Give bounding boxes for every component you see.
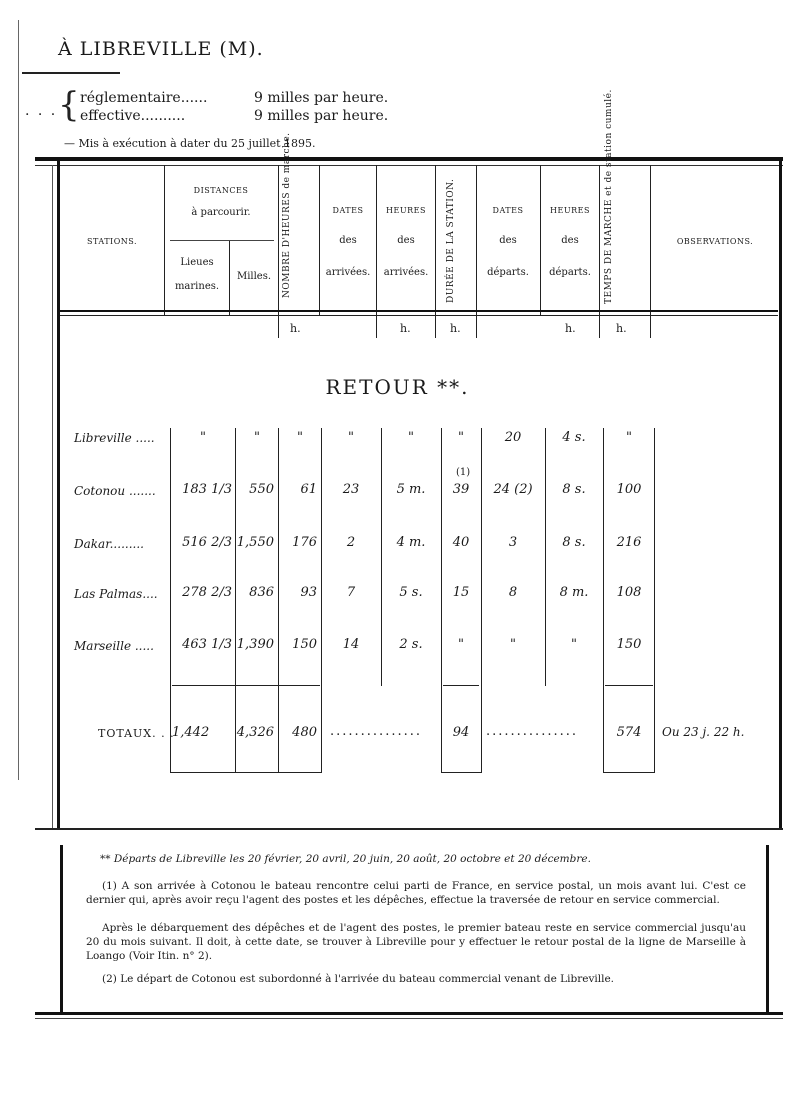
header-dates-departs-1: DATES <box>492 206 524 215</box>
unit-heures-departs: h. <box>565 322 576 335</box>
row-heure-dep: 4 s. <box>562 430 586 445</box>
row-date-dep: 20 <box>504 430 522 445</box>
table-left-border <box>57 157 60 830</box>
row-date-arr: 14 <box>342 637 360 652</box>
totals-observation: Ou 23 j. 22 h. <box>662 725 745 739</box>
totals-leader-dots: ............... <box>486 724 578 739</box>
row-duree: " <box>458 430 464 445</box>
totals-bottom-rule <box>170 772 321 773</box>
row-duree-note: (1) <box>456 467 471 478</box>
row-station: Dakar......... <box>74 537 144 551</box>
col-divider <box>278 165 279 315</box>
header-stations: STATIONS. <box>86 237 137 246</box>
header-milles: Milles. <box>236 271 272 282</box>
totals-temps: 574 <box>616 725 642 740</box>
header-dates-departs-3: départs. <box>487 267 529 278</box>
row-temps: 100 <box>616 482 642 497</box>
unit-divider <box>650 316 651 338</box>
notes-bottom-border-thin <box>35 1018 783 1019</box>
totals-heures: 480 <box>292 725 317 740</box>
row-lieues: 183 1/3 <box>182 482 232 497</box>
row-temps: 150 <box>616 637 642 652</box>
row-date-dep: " <box>510 637 516 652</box>
speed-reglementaire-value: 9 milles par heure. <box>254 90 389 106</box>
row-heures: " <box>297 430 303 445</box>
header-duree-station: DURÉE DE LA STATION. <box>446 178 456 303</box>
row-temps: 216 <box>616 535 642 550</box>
row-heures: 61 <box>300 482 317 497</box>
row-lieues: " <box>200 430 206 445</box>
footnote-1b: Après le débarquement des dépêches et de l'agent des postes, le premier bateau reste en service commercial jusqu'au 20 du mois suivant. Il doit, à cette date, se trouver à Libreville pour y effectuer le retour postal de la ligne de Marseille à Loango (Voir Itin. n° 2). <box>86 922 746 962</box>
notes-right-border <box>766 845 769 1012</box>
row-heures: 176 <box>292 535 317 550</box>
row-milles: 1,390 <box>236 637 274 652</box>
row-heure-arr: 4 m. <box>396 535 426 550</box>
notes-left-border <box>60 845 63 1012</box>
body-col-line <box>170 428 171 773</box>
section-title: RETOUR **. <box>325 375 470 399</box>
unit-nombre-heures: h. <box>290 322 301 335</box>
row-heures: 93 <box>300 585 317 600</box>
header-bottom-rule-thin <box>60 315 778 316</box>
body-col-line <box>654 428 655 773</box>
row-duree: " <box>458 637 464 652</box>
header-heures-arrivees-1: HEURES <box>386 206 426 215</box>
unit-temps: h. <box>616 322 627 335</box>
row-date-dep: 24 (2) <box>493 482 533 497</box>
speed-brace: { <box>58 85 80 125</box>
footnote-2: (2) Le départ de Cotonou est subordonné à l'arrivée du bateau commercial venant de Libreville. <box>102 973 615 985</box>
body-col-line <box>441 428 442 773</box>
header-dates-arrivees-3: arrivées. <box>325 267 371 278</box>
row-temps: 108 <box>616 585 642 600</box>
row-date-arr: 7 <box>346 585 356 600</box>
unit-heures-arrivees: h. <box>400 322 411 335</box>
unit-divider <box>435 316 436 338</box>
body-col-line <box>235 428 236 773</box>
speed-effective-value: 9 milles par heure. <box>254 108 389 124</box>
row-heure-arr: 5 m. <box>396 482 426 497</box>
header-heures-arrivees-2: des <box>397 235 415 246</box>
header-temps-marche: TEMPS DE MARCHE et de station cumulé. <box>604 89 614 304</box>
totals-duree: 94 <box>452 725 470 740</box>
totals-leader-dots: ............... <box>330 724 422 739</box>
header-marines: marines. <box>174 281 220 292</box>
row-lieues: 278 2/3 <box>182 585 232 600</box>
col-divider <box>435 165 436 315</box>
row-duree: 40 <box>452 535 470 550</box>
row-station: Libreville ..... <box>74 431 155 445</box>
unit-divider <box>476 316 477 338</box>
row-date-arr: " <box>348 430 354 445</box>
row-date-dep: 3 <box>508 535 518 550</box>
row-heure-dep: 8 s. <box>562 482 586 497</box>
row-milles: 836 <box>249 585 274 600</box>
header-a-parcourir: à parcourir. <box>191 207 251 218</box>
speed-reglementaire-label: réglementaire...... <box>80 90 208 106</box>
col-divider <box>650 165 651 315</box>
title-underline <box>22 72 120 74</box>
notes-bottom-border <box>35 1012 783 1015</box>
col-divider <box>164 165 165 315</box>
row-station: Las Palmas.... <box>74 587 158 601</box>
body-col-line <box>278 428 279 773</box>
row-lieues: 463 1/3 <box>182 637 232 652</box>
row-milles: 550 <box>249 482 274 497</box>
speed-effective <box>80 108 389 124</box>
row-date-arr: 23 <box>342 482 360 497</box>
unit-divider <box>376 316 377 338</box>
header-dates-arrivees-2: des <box>339 235 357 246</box>
leader-dots: . . . <box>25 103 58 119</box>
table-top-border <box>35 157 783 161</box>
header-bottom-rule <box>60 310 778 312</box>
row-date-arr: 2 <box>346 535 356 550</box>
totals-lieues: 1,442 <box>172 725 210 740</box>
totals-bottom-rule <box>603 772 654 773</box>
header-nombre-heures: NOMBRE D'HEURES de marche. <box>282 132 292 298</box>
row-heure-arr: 5 s. <box>399 585 423 600</box>
row-heure-dep: 8 m. <box>559 585 589 600</box>
header-observations: OBSERVATIONS. <box>676 237 754 246</box>
col-divider <box>599 165 600 315</box>
header-distances: DISTANCES <box>193 186 249 195</box>
unit-divider <box>278 316 279 338</box>
header-lieues: Lieues <box>180 257 214 268</box>
header-heures-departs-3: départs. <box>549 267 591 278</box>
sum-rule <box>172 685 320 686</box>
distances-brace-rule <box>170 240 274 241</box>
row-station: Marseille ..... <box>74 639 154 653</box>
body-col-line <box>481 428 482 773</box>
header-heures-arrivees-3: arrivées. <box>383 267 429 278</box>
totals-milles: 4,326 <box>236 725 274 740</box>
notes-top-border <box>35 828 783 830</box>
header-heures-departs-2: des <box>561 235 579 246</box>
row-duree: 15 <box>452 585 470 600</box>
totals-label: TOTAUX. . . <box>98 727 175 740</box>
header-dates-arrivees-1: DATES <box>332 206 364 215</box>
sum-rule <box>605 685 653 686</box>
sum-rule <box>443 685 479 686</box>
table-left-border-outer <box>52 165 53 830</box>
speed-effective-label: effective.......... <box>80 108 186 124</box>
row-station: Cotonou ....... <box>74 484 156 498</box>
row-milles: 1,550 <box>236 535 274 550</box>
row-heure-arr: 2 s. <box>399 637 423 652</box>
row-duree: 39 <box>452 482 470 497</box>
row-heure-dep: 8 s. <box>562 535 586 550</box>
header-dates-departs-2: des <box>499 235 517 246</box>
footnote-departs: ** Départs de Libreville les 20 février, 20 avril, 20 juin, 20 août, 20 octobre et 20 décembre. <box>100 853 591 865</box>
footnote-1a: (1) A son arrivée à Cotonou le bateau rencontre celui parti de France, en service postal, un mois avant lui. C'est ce dernier qui, après avoir reçu l'agent des postes et les dépêches, effectue la traversée de retour en service commercial. <box>86 880 746 906</box>
table-right-border <box>779 157 782 830</box>
row-milles: " <box>254 430 260 445</box>
unit-duree: h. <box>450 322 461 335</box>
body-col-line <box>321 428 322 773</box>
row-heure-arr: " <box>408 430 414 445</box>
left-margin-line <box>18 20 19 780</box>
totals-bottom-rule <box>441 772 481 773</box>
row-heures: 150 <box>292 637 317 652</box>
speed-reglementaire <box>80 90 389 106</box>
row-temps: " <box>626 430 632 445</box>
table-top-border-inner <box>35 165 783 166</box>
execution-note: — Mis à exécution à dater du 25 juillet 1895. <box>64 137 316 150</box>
row-heure-dep: " <box>571 637 577 652</box>
unit-divider <box>599 316 600 338</box>
row-date-dep: 8 <box>508 585 518 600</box>
body-col-line <box>603 428 604 773</box>
header-heures-departs-1: HEURES <box>550 206 590 215</box>
page-title: À LIBREVILLE (M). <box>58 38 264 60</box>
row-lieues: 516 2/3 <box>182 535 232 550</box>
